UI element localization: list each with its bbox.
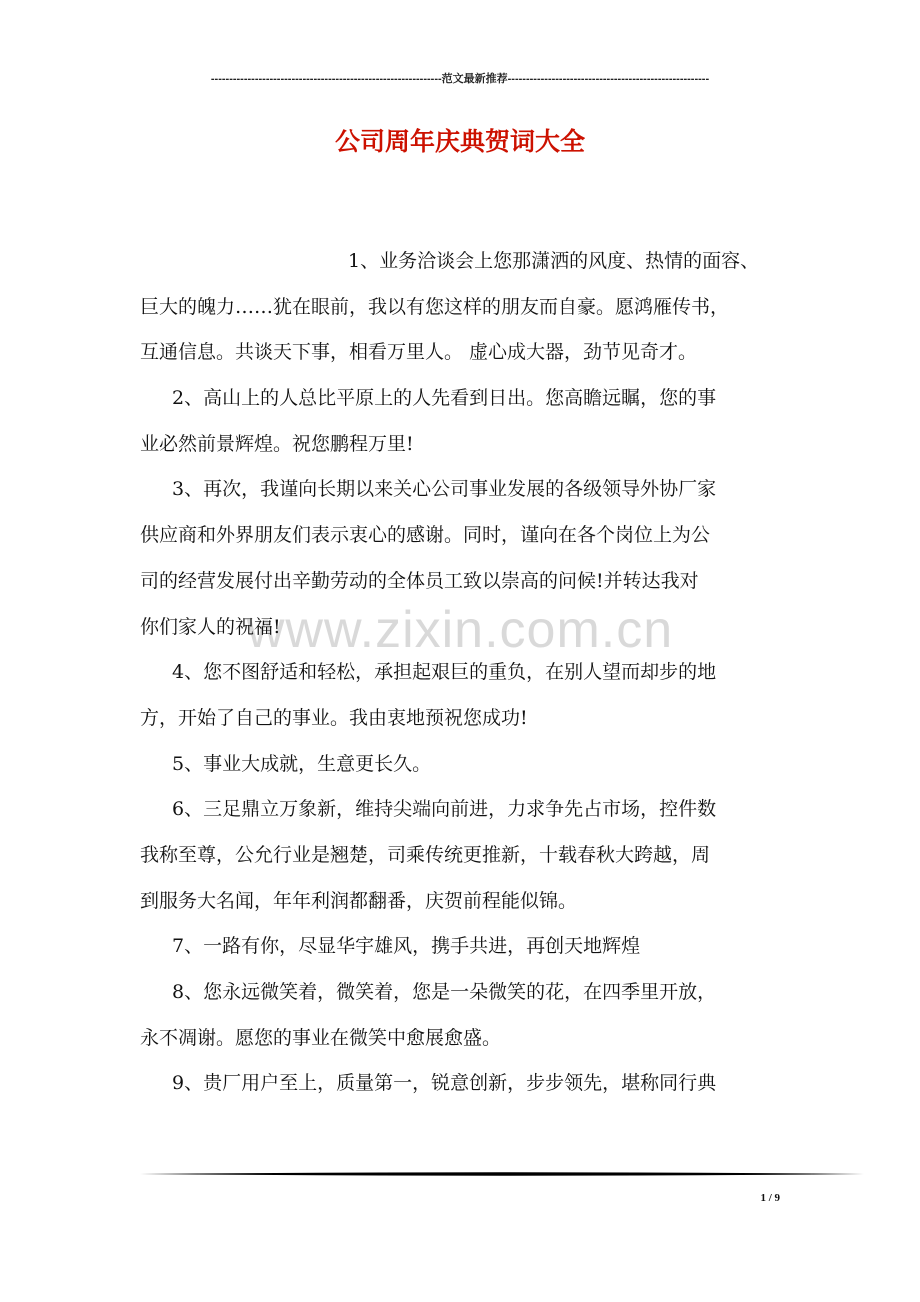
footer-divider [140, 1170, 864, 1178]
text-line: 巨大的魄力……犹在眼前，我以有您这样的朋友而自豪。愿鸿雁传书， [140, 295, 730, 318]
text-line: 业必然前景辉煌。祝您鹏程万里! [140, 432, 414, 455]
page-number: 1 / 9 [760, 1192, 780, 1204]
text-line: 4、您不图舒适和轻松，承担起艰巨的重负，在别人望而却步的地 [172, 661, 717, 684]
text-line: 供应商和外界朋友们表示衷心的感谢。同时，谨向在各个岗位上为公 [140, 524, 711, 547]
text-line: 8、您永远微笑着，微笑着，您是一朵微笑的花，在四季里开放， [172, 981, 717, 1003]
text-line: 永不凋谢。愿您的事业在微笑中愈展愈盛。 [140, 1026, 502, 1049]
text-line: 互通信息。共谈天下事，相看万里人。 虚心成大器，劲节见奇才。 [140, 341, 698, 364]
watermark: www.zixin.com.cn [246, 601, 674, 659]
text-line: 7、一路有你，尽显华宇雄风，携手共进，再创天地辉煌 [172, 935, 641, 958]
text-line: 司的经营发展付出辛勤劳动的全体员工致以崇高的问候!并转达我对 [140, 569, 699, 592]
text-line: 2、高山上的人总比平原上的人先看到日出。您高瞻远瞩，您的事 [172, 387, 717, 410]
text-line: 到服务大名闻，年年利润都翻番，庆贺前程能似锦。 [140, 889, 578, 912]
document-body [140, 239, 795, 1107]
text-line: 方，开始了自己的事业。我由衷地预祝您成功! [140, 706, 528, 729]
document-title: 公司周年庆典贺词大全 [334, 127, 585, 156]
text-line: 6、三足鼎立万象新，维持尖端向前进，力求争先占市场，控件数 [172, 798, 717, 821]
text-line: 我称至尊，公允行业是翘楚，司乘传统更推新，十载春秋大跨越，周 [140, 843, 711, 866]
text-line: 3、再次，我谨向长期以来关心公司事业发展的各级领导外协厂家 [172, 478, 717, 501]
text-line: 5、事业大成就，生意更长久。 [172, 752, 432, 775]
text-line: 你们家人的祝福! [140, 615, 281, 638]
header-banner: ---------------------------------------------------------------范文最新推荐------------------------------------------------------- [210, 73, 710, 85]
text-line: 1、业务洽谈会上您那潇洒的风度、热情的面容、 [348, 250, 760, 272]
text-line: 9、贵厂用户至上，质量第一，锐意创新，步步领先，堪称同行典 [172, 1072, 717, 1095]
